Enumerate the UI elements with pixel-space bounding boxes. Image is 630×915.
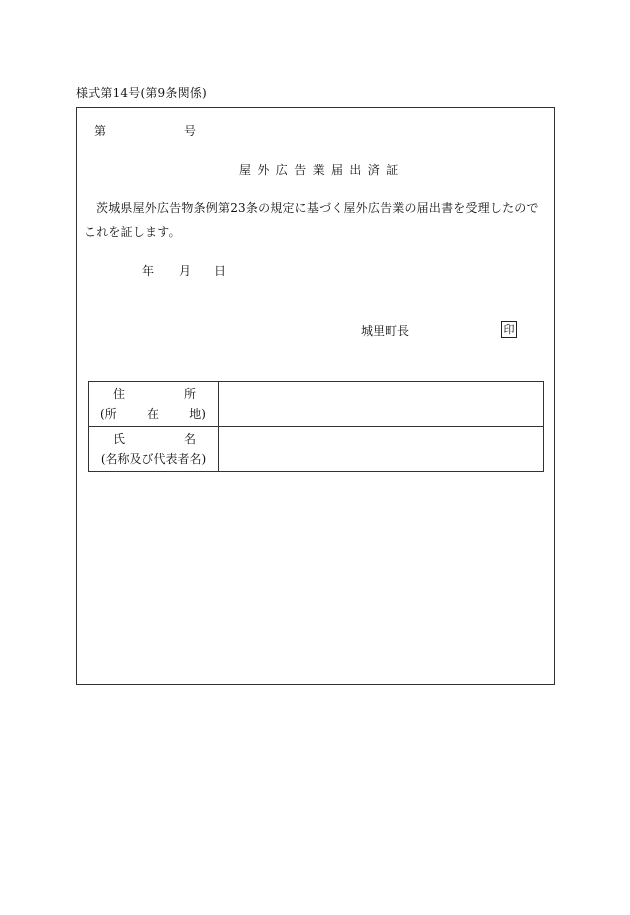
certificate-title: 屋外広告業届出済証 [239,163,405,177]
name-sub-label: (名称及び代表者名) [100,452,207,466]
address-label-1: 住 [113,387,126,401]
address-sub-3: 地) [189,407,206,421]
issuer-name: 城里町長 [361,324,410,338]
name-label-1: 氏 [113,432,126,446]
date-day: 日 [214,264,227,278]
address-sub-2: 在 [146,407,159,421]
applicant-info-table [88,381,544,472]
name-label-cell [89,427,219,472]
number-suffix: 号 [184,124,197,138]
table-row-name [89,427,544,472]
certificate-body-text: 茨城県屋外広告物条例第23条の規定に基づく屋外広告業の届出書を受理したのでこれを証します。 [84,201,539,239]
address-label-cell [89,382,219,427]
address-value-cell [219,382,544,427]
date-year: 年 [142,264,155,278]
seal-mark: 印 [501,321,517,338]
date-month: 月 [179,264,192,278]
address-label-2: 所 [183,387,196,401]
name-value-cell [219,427,544,472]
certificate-number-line [94,122,196,139]
number-prefix: 第 [94,124,107,138]
form-header: 様式第14号(第9条関係) [76,86,207,100]
address-sub-1: (所 [100,407,117,421]
name-label-2: 名 [183,432,196,446]
table-row-address [89,382,544,427]
issue-date-line [142,262,226,279]
